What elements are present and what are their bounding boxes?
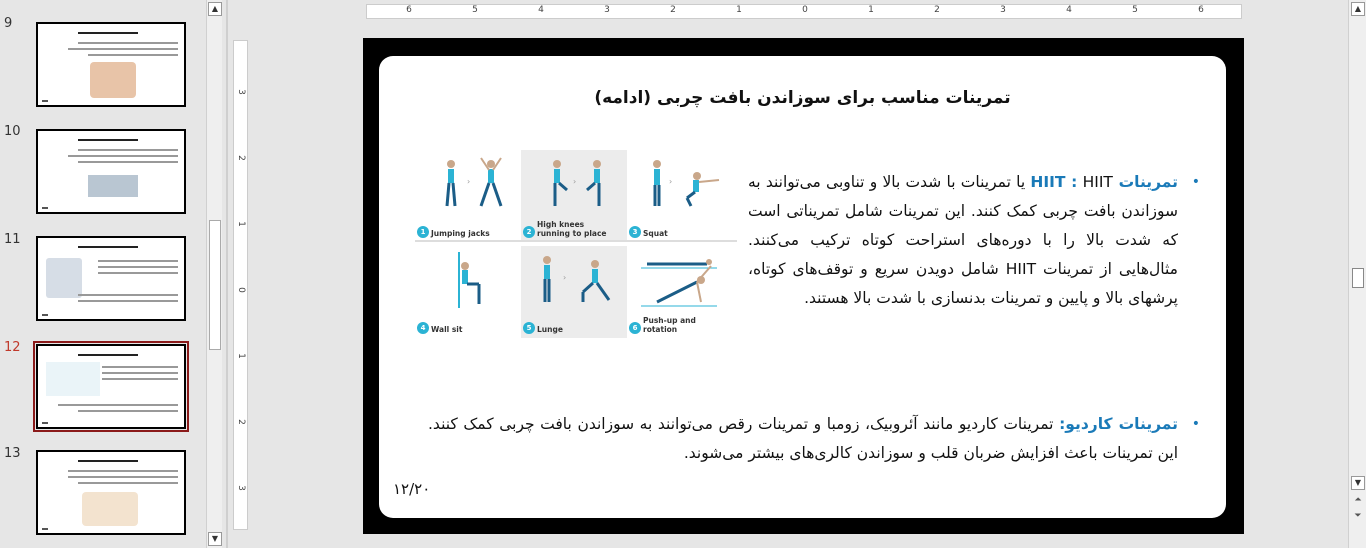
slide-thumbnail-13[interactable] — [36, 450, 186, 535]
exercise-badge: 2 — [523, 226, 535, 238]
exercise-cell — [415, 150, 521, 242]
push-up-figure — [627, 252, 733, 312]
exercise-badge: 1 — [417, 226, 429, 238]
slide-content[interactable] — [379, 56, 1226, 518]
exercise-badge: 5 — [523, 322, 535, 334]
svg-text:›: › — [669, 177, 673, 186]
exercise-cell — [627, 150, 733, 242]
cardio-text: تمرینات کاردیو مانند آئروبیک، زومبا و تمرینات رقص می‌توانند به سوزاندن بافت چربی کمک کنند. این تمرینات باعث افزایش ضربان قلب و سوزاندن کالری‌های بیشتر می‌شوند. — [428, 415, 1178, 462]
svg-text:›: › — [563, 273, 567, 282]
exercise-illustration[interactable] — [415, 150, 737, 340]
slide-title[interactable]: تمرینات مناسب برای سوزاندن بافت چربی (ادامه) — [594, 88, 1011, 108]
cardio-paragraph[interactable] — [428, 410, 1200, 468]
bullet-icon: • — [1191, 416, 1200, 432]
slide-page-number: ۱۲/۲۰ — [393, 480, 431, 498]
wall-sit-figure — [415, 252, 521, 312]
scroll-thumb[interactable] — [209, 220, 221, 350]
scroll-thumb[interactable] — [1352, 268, 1364, 288]
exercise-cell — [415, 246, 521, 338]
bullet-icon: • — [1191, 174, 1200, 190]
previous-slide-icon[interactable]: ⏶ — [1354, 495, 1362, 505]
jumping-jacks-figure — [415, 156, 521, 216]
thumb-title — [78, 32, 138, 34]
slide-thumbnail-9[interactable] — [36, 22, 186, 107]
vertical-ruler: 3 2 1 0 1 2 3 — [233, 40, 248, 530]
slide-thumbnail-12[interactable] — [36, 344, 186, 429]
thumb-photo — [90, 62, 136, 98]
exercise-badge: 4 — [417, 322, 429, 334]
slide-canvas[interactable] — [363, 38, 1244, 534]
exercise-label: Wall sit — [431, 325, 463, 334]
exercise-cell — [521, 246, 627, 338]
scroll-down-icon[interactable]: ▼ — [1351, 476, 1365, 490]
exercise-label: Lunge — [537, 325, 563, 334]
thumb-photo — [46, 258, 82, 298]
exercise-label: Jumping jacks — [431, 229, 490, 238]
exercise-label: Squat — [643, 229, 668, 238]
slide-thumbnail-10[interactable] — [36, 129, 186, 214]
slide-thumbnail-pane — [0, 0, 204, 548]
thumb-photo — [88, 175, 138, 197]
scroll-down-icon[interactable]: ▼ — [208, 532, 222, 546]
scroll-up-icon[interactable]: ▲ — [1351, 2, 1365, 16]
exercise-badge: 3 — [629, 226, 641, 238]
lunge-figure — [521, 252, 627, 312]
thumbnail-scrollbar[interactable] — [206, 0, 222, 548]
svg-text:›: › — [467, 177, 471, 186]
slide-number-13: 13 — [4, 446, 21, 461]
squat-figure — [627, 156, 733, 216]
exercise-cell — [521, 150, 627, 242]
svg-text:›: › — [573, 177, 577, 186]
exercise-label: Push-up and rotation — [643, 316, 696, 334]
scroll-up-icon[interactable]: ▲ — [208, 2, 222, 16]
hiit-term: تمرینات HIIT : — [1030, 173, 1178, 191]
slide-number-9: 9 — [4, 16, 13, 31]
slide-number-11: 11 — [4, 232, 21, 247]
exercise-cell — [627, 246, 733, 338]
hiit-paragraph[interactable] — [748, 168, 1200, 313]
exercise-badge: 6 — [629, 322, 641, 334]
next-slide-icon[interactable]: ⏷ — [1354, 511, 1362, 521]
pane-divider[interactable] — [226, 0, 228, 548]
horizontal-ruler: 6 5 4 3 2 1 0 1 2 3 4 5 6 — [366, 4, 1242, 19]
hiit-text: HIIT یا تمرینات با شدت بالا و تناوبی می‌توانند به سوزاندن بافت چربی کمک کنند. این تمرینات شامل تمریناتی است که شدت بالا را با دوره‌های استراحت کوتاه ترکیب می‌کنند. مثال‌هایی از تمرینات HIIT شامل دویدن سریع و توقف‌های کوتاه، پرشهای بالا و پایین و تمرینات بدنسازی با شدت بالا هستند. — [748, 173, 1178, 307]
slide-number-12: 12 — [4, 340, 21, 355]
thumb-photo — [82, 492, 138, 526]
slide-thumbnail-11[interactable] — [36, 236, 186, 321]
high-knees-figure — [521, 156, 627, 216]
cardio-term: تمرینات کاردیو: — [1059, 415, 1178, 433]
slide-number-10: 10 — [4, 124, 21, 139]
exercise-label: High knees running to place — [537, 220, 607, 238]
slide-scrollbar[interactable] — [1348, 0, 1366, 548]
thumb-photo — [46, 362, 100, 396]
